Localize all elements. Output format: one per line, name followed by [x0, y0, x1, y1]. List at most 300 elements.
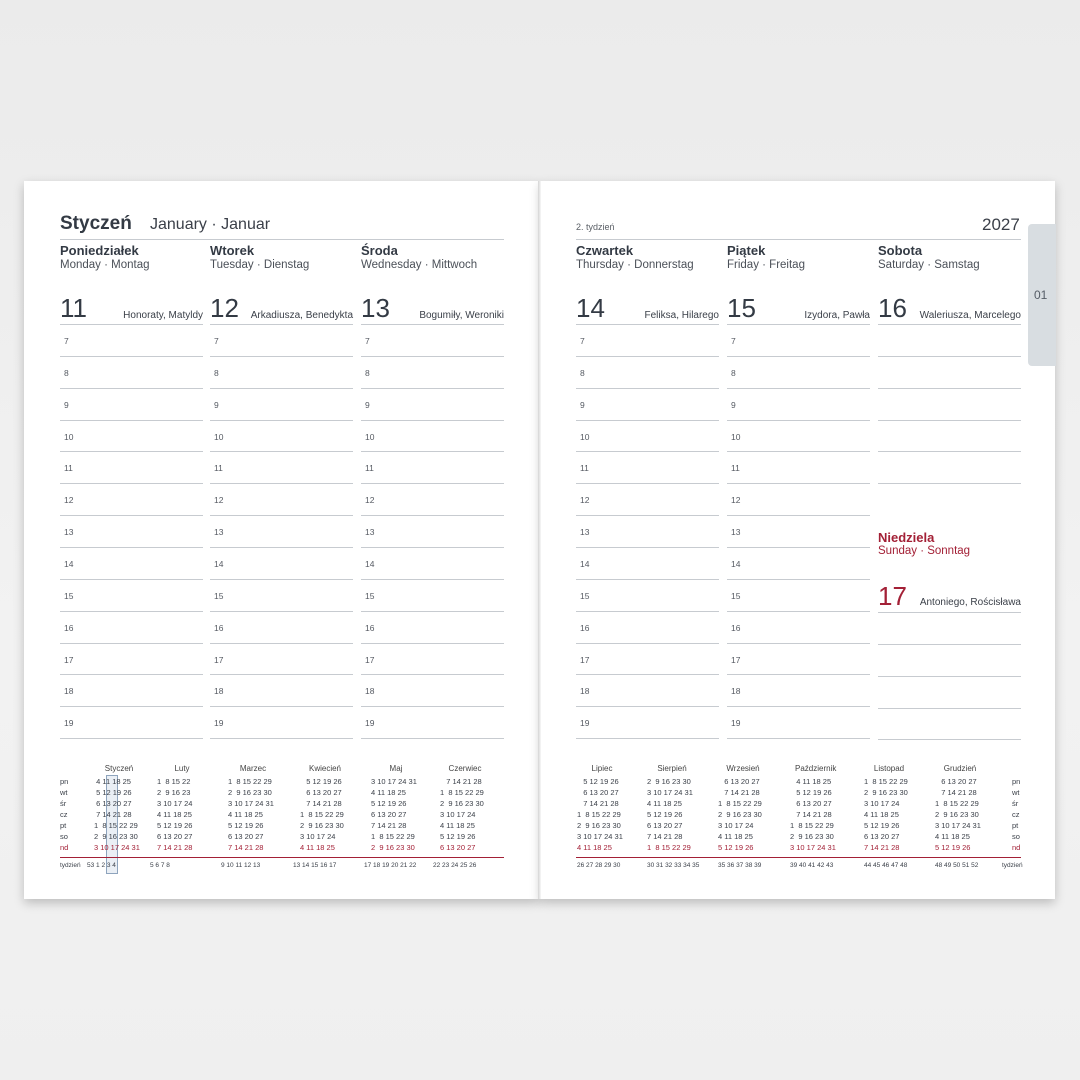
name-day: Arkadiusza, Benedykta — [250, 310, 353, 321]
mini-month-row: 3 10 17 24 — [718, 821, 754, 830]
hour-label: 19 — [580, 718, 590, 728]
mini-month-row: 2 9 16 23 30 — [440, 799, 484, 808]
slot-line — [878, 644, 1021, 645]
slot-line — [576, 738, 719, 739]
slot-line — [361, 451, 504, 452]
mini-month-name: Sierpień — [657, 764, 687, 773]
slot-line — [878, 483, 1021, 484]
hour-label: 10 — [365, 432, 375, 442]
mini-month-row: 3 10 17 24 31 — [228, 799, 274, 808]
hour-label: 9 — [214, 400, 219, 410]
mini-month-row: 4 11 18 25 — [371, 788, 406, 797]
month-title: Styczeń — [60, 213, 132, 234]
slot-line — [576, 356, 719, 357]
mini-month-row: 4 11 18 25 — [864, 810, 899, 819]
slot-line — [361, 547, 504, 548]
name-day: Antoniego, Rościsława — [919, 597, 1021, 608]
mini-month-row: 3 10 17 24 — [300, 832, 336, 841]
mini-month-row: 3 10 17 24 31 — [647, 788, 693, 797]
mini-month-row: 2 9 16 23 30 — [371, 843, 415, 852]
hour-label: 11 — [64, 463, 73, 473]
mini-month-row: 7 14 21 28 — [371, 821, 407, 830]
day-name: Sobota — [878, 243, 923, 258]
date-rule — [361, 324, 504, 325]
mini-month-row: 2 9 16 23 30 — [864, 788, 908, 797]
slot-line — [210, 674, 353, 675]
hour-label: 9 — [731, 400, 736, 410]
slot-line — [361, 356, 504, 357]
mini-month-row: 5 12 19 26 — [935, 843, 971, 852]
mini-month-row: 1 8 15 22 29 — [440, 788, 484, 797]
date-rule — [60, 324, 203, 325]
day-translation: Sunday · Sonntag — [878, 545, 971, 557]
day-number: 14 — [576, 293, 605, 323]
hour-label: 13 — [64, 527, 74, 537]
mini-month-row: 4 11 18 25 — [935, 832, 970, 841]
mini-month-row: 2 9 16 23 30 — [718, 810, 762, 819]
slot-line — [727, 483, 870, 484]
mini-month-row: 5 12 19 26 — [790, 788, 832, 797]
hour-label: 12 — [365, 495, 375, 505]
slot-line — [60, 738, 203, 739]
mini-month-row: 6 13 20 27 — [371, 810, 407, 819]
hour-label: 8 — [64, 368, 69, 378]
slot-line — [60, 420, 203, 421]
slot-line — [576, 388, 719, 389]
mini-month-row: 4 11 18 25 — [300, 843, 335, 852]
mini-month-row: 4 11 18 25 — [718, 832, 753, 841]
slot-line — [60, 356, 203, 357]
slot-line — [60, 706, 203, 707]
weekday-label-right: pn — [1012, 777, 1021, 786]
hour-label: 7 — [580, 336, 585, 346]
mini-month-name: Grudzień — [943, 764, 977, 773]
date-rule — [878, 324, 1021, 325]
week-number: 2. tydzień — [576, 222, 615, 232]
hour-label: 13 — [731, 527, 741, 537]
day-name: Środa — [361, 243, 398, 258]
mini-month-row: 4 11 18 25 — [647, 799, 682, 808]
mini-month-row: 1 8 15 22 29 — [371, 832, 415, 841]
hour-label: 18 — [731, 686, 741, 696]
slot-line — [878, 708, 1021, 709]
slot-line — [878, 388, 1021, 389]
mini-month-row: 3 10 17 24 — [440, 810, 476, 819]
mini-month-row: 5 12 19 26 — [157, 821, 193, 830]
hour-label: 9 — [580, 400, 585, 410]
hour-label: 15 — [580, 591, 590, 601]
day-number: 11 — [60, 293, 87, 323]
slot-line — [727, 356, 870, 357]
mini-month-name: Luty — [174, 764, 190, 773]
mini-month-row: 4 11 18 25 — [157, 810, 192, 819]
slot-line — [727, 738, 870, 739]
slot-line — [727, 420, 870, 421]
header-rule-right — [576, 239, 1021, 240]
mini-month-row: 4 11 18 25 — [440, 821, 475, 830]
hour-label: 8 — [580, 368, 585, 378]
slot-line — [210, 483, 353, 484]
weekday-label-left: pn — [60, 777, 69, 786]
day-name: Poniedziałek — [60, 243, 139, 258]
slot-line — [60, 547, 203, 548]
name-day: Feliksa, Hilarego — [644, 310, 719, 321]
week-numbers: 48 49 50 51 52 — [935, 862, 979, 869]
mini-month-row: 5 12 19 26 — [371, 799, 407, 808]
mini-month-row: 5 12 19 26 — [864, 821, 900, 830]
mini-month-row: 1 8 15 22 29 — [577, 810, 621, 819]
mini-month-row: 6 13 20 27 — [440, 843, 476, 852]
week-numbers: 9 10 11 12 13 — [221, 862, 261, 869]
hour-label: 17 — [731, 655, 741, 665]
mini-month-row: 5 12 19 26 — [94, 788, 132, 797]
slot-line — [210, 611, 353, 612]
hour-label: 10 — [731, 432, 741, 442]
hour-label: 7 — [731, 336, 736, 346]
mini-month-row: 7 14 21 28 — [647, 832, 683, 841]
mini-month-row: 6 13 20 27 — [790, 799, 832, 808]
weekday-label-left: śr — [60, 799, 67, 808]
name-day: Izydora, Pawła — [804, 310, 870, 321]
hour-label: 18 — [580, 686, 590, 696]
mini-month-row: 1 8 15 22 29 — [718, 799, 762, 808]
mini-month-name: Kwiecień — [308, 764, 341, 773]
hour-label: 15 — [64, 591, 74, 601]
hour-label: 10 — [580, 432, 590, 442]
weekday-label-right: pt — [1012, 821, 1019, 830]
weekday-label-left: pt — [60, 821, 67, 830]
slot-line — [361, 420, 504, 421]
hour-label: 17 — [64, 655, 74, 665]
mini-month-row: 6 13 20 27 — [864, 832, 900, 841]
slot-line — [210, 643, 353, 644]
hour-label: 7 — [214, 336, 219, 346]
hour-label: 19 — [731, 718, 741, 728]
slot-line — [576, 706, 719, 707]
mini-month-row: 1 8 15 22 29 — [647, 843, 691, 852]
hour-label: 16 — [580, 623, 590, 633]
weekday-label-right: śr — [1012, 799, 1019, 808]
mini-month-row: 2 9 16 23 — [157, 788, 191, 797]
mini-month-row: 7 14 21 28 — [157, 843, 193, 852]
mini-month-row: 3 10 17 24 31 — [577, 832, 623, 841]
day-translation: Saturday · Samstag — [878, 259, 980, 271]
mini-month-row: 2 9 16 23 30 — [790, 832, 834, 841]
week-numbers: 26 27 28 29 30 — [577, 862, 621, 869]
hour-label: 19 — [64, 718, 74, 728]
year: 2027 — [982, 215, 1020, 234]
mini-month-row: 2 9 16 23 30 — [94, 832, 138, 841]
mini-calendar-rule — [60, 857, 504, 858]
day-name: Wtorek — [210, 243, 255, 258]
slot-line — [878, 612, 1021, 613]
mini-month-row: 6 13 20 27 — [718, 777, 760, 786]
day-number: 17 — [878, 581, 907, 611]
mini-month-row: 6 13 20 27 — [935, 777, 977, 786]
mini-month-row: 1 8 15 22 29 — [935, 799, 979, 808]
mini-month-row: 1 8 15 22 29 — [228, 777, 272, 786]
mini-month-row: 3 10 17 24 — [157, 799, 193, 808]
slot-line — [60, 515, 203, 516]
slot-line — [727, 547, 870, 548]
mini-month-row: 5 12 19 26 — [577, 777, 619, 786]
day-translation: Thursday · Donnerstag — [576, 259, 694, 271]
hour-label: 14 — [365, 559, 375, 569]
slot-line — [576, 611, 719, 612]
mini-month-row: 5 12 19 26 — [440, 832, 476, 841]
mini-month-row: 7 14 21 28 — [300, 799, 342, 808]
mini-month-name: Lipiec — [591, 764, 613, 773]
slot-line — [361, 674, 504, 675]
date-rule — [576, 324, 719, 325]
mini-month-row: 3 10 17 24 31 — [94, 843, 140, 852]
slot-line — [210, 420, 353, 421]
week-numbers: 44 45 46 47 48 — [864, 862, 908, 869]
hour-label: 17 — [580, 655, 590, 665]
mini-month-name: Czerwiec — [448, 764, 482, 773]
hour-label: 14 — [580, 559, 590, 569]
weekday-label-right: so — [1012, 832, 1020, 841]
hour-label: 13 — [365, 527, 375, 537]
mini-month-row: 7 14 21 28 — [577, 799, 619, 808]
mini-month-row: 1 8 15 22 29 — [94, 821, 138, 830]
name-day: Bogumiły, Weroniki — [419, 310, 504, 321]
day-translation: Tuesday · Dienstag — [210, 259, 310, 271]
slot-line — [878, 356, 1021, 357]
slot-line — [576, 483, 719, 484]
day-name: Niedziela — [878, 530, 935, 545]
slot-line — [727, 706, 870, 707]
mini-month-row: 3 10 17 24 31 — [790, 843, 836, 852]
mini-month-name: Listopad — [873, 764, 905, 773]
mini-month-row: 4 11 18 25 — [790, 777, 832, 786]
mini-month-name: Wrzesień — [726, 764, 760, 773]
hour-label: 7 — [64, 336, 69, 346]
week-numbers: 35 36 37 38 39 — [718, 862, 762, 869]
hour-label: 16 — [365, 623, 375, 633]
mini-month-row: 3 10 17 24 31 — [935, 821, 981, 830]
day-translation: Friday · Freitag — [727, 259, 805, 271]
hour-label: 11 — [731, 463, 740, 473]
hour-label: 13 — [214, 527, 224, 537]
hour-label: 17 — [365, 655, 375, 665]
week-numbers: 39 40 41 42 43 — [790, 862, 834, 869]
mini-month-row: 2 9 16 23 30 — [577, 821, 621, 830]
mini-month-row: 6 13 20 27 — [647, 821, 683, 830]
mini-month-row: 7 14 21 28 — [228, 843, 264, 852]
slot-line — [361, 643, 504, 644]
slot-line — [576, 674, 719, 675]
hour-label: 10 — [64, 432, 74, 442]
slot-line — [727, 643, 870, 644]
week-numbers: 17 18 19 20 21 22 — [364, 862, 417, 869]
hour-label: 14 — [731, 559, 741, 569]
hour-label: 11 — [580, 463, 589, 473]
hour-label: 12 — [64, 495, 74, 505]
mini-month-name: Październik — [795, 764, 837, 773]
hour-label: 15 — [365, 591, 375, 601]
hour-label: 17 — [214, 655, 224, 665]
mini-month-row: 6 13 20 27 — [228, 832, 264, 841]
hour-label: 18 — [64, 686, 74, 696]
hour-label: 14 — [64, 559, 74, 569]
mini-month-row: 7 14 21 28 — [440, 777, 482, 786]
hour-label: 12 — [731, 495, 741, 505]
day-name: Piątek — [727, 243, 766, 258]
slot-line — [60, 388, 203, 389]
hour-label: 16 — [64, 623, 74, 633]
slot-line — [878, 739, 1021, 740]
mini-month-row: 6 13 20 27 — [157, 832, 193, 841]
slot-line — [576, 643, 719, 644]
slot-line — [210, 738, 353, 739]
slot-line — [576, 420, 719, 421]
weekday-label-left: nd — [60, 843, 69, 852]
slot-line — [60, 483, 203, 484]
slot-line — [60, 579, 203, 580]
day-translation: Wednesday · Mittwoch — [361, 259, 478, 271]
mini-month-row: 2 9 16 23 30 — [647, 777, 691, 786]
day-number: 12 — [210, 293, 239, 323]
mini-month-row: 4 11 18 25 — [94, 777, 131, 786]
mini-month-row: 7 14 21 28 — [935, 788, 977, 797]
day-number: 16 — [878, 293, 907, 323]
hour-label: 13 — [580, 527, 590, 537]
name-day: Waleriusza, Marcelego — [919, 310, 1021, 321]
week-numbers: 5 6 7 8 — [150, 862, 170, 869]
slot-line — [361, 579, 504, 580]
hour-label: 18 — [365, 686, 375, 696]
slot-line — [361, 515, 504, 516]
weekday-label-left: wt — [60, 788, 68, 797]
mini-month-row: 1 8 15 22 29 — [300, 810, 344, 819]
mini-month-row: 7 14 21 28 — [790, 810, 832, 819]
slot-line — [878, 451, 1021, 452]
mini-month-row: 1 8 15 22 29 — [864, 777, 908, 786]
mini-month-name: Styczeń — [104, 764, 134, 773]
slot-line — [727, 388, 870, 389]
slot-line — [576, 451, 719, 452]
week-label-left: tydzień — [60, 862, 81, 869]
hour-label: 8 — [365, 368, 370, 378]
hour-label: 10 — [214, 432, 224, 442]
slot-line — [60, 611, 203, 612]
hour-label: 19 — [365, 718, 375, 728]
slot-line — [60, 451, 203, 452]
hour-label: 8 — [731, 368, 736, 378]
mini-month-row: 7 14 21 28 — [864, 843, 900, 852]
mini-month-row: 4 11 18 25 — [577, 843, 612, 852]
slot-line — [210, 706, 353, 707]
weekday-label-left: so — [60, 832, 68, 841]
slot-line — [210, 579, 353, 580]
day-number: 15 — [727, 293, 756, 323]
slot-line — [210, 515, 353, 516]
day-translation: Monday · Montag — [60, 259, 150, 271]
slot-line — [727, 611, 870, 612]
week-numbers: 13 14 15 16 17 — [293, 862, 337, 869]
mini-month-row: 1 8 15 22 — [157, 777, 191, 786]
slot-line — [361, 738, 504, 739]
month-index-label: 01 — [1034, 288, 1048, 302]
week-numbers: 53 1 2 3 4 — [87, 862, 116, 869]
slot-line — [576, 515, 719, 516]
mini-month-row: 4 11 18 25 — [228, 810, 263, 819]
mini-month-row: 3 10 17 24 31 — [371, 777, 417, 786]
binding-gutter — [538, 181, 541, 899]
mini-month-row: 1 8 15 22 29 — [790, 821, 834, 830]
mini-month-row: 7 14 21 28 — [718, 788, 760, 797]
day-name: Czwartek — [576, 243, 634, 258]
date-rule — [727, 324, 870, 325]
mini-month-row: 5 12 19 26 — [718, 843, 754, 852]
mini-month-name: Maj — [389, 764, 403, 773]
weekday-label-left: cz — [60, 810, 68, 819]
slot-line — [210, 388, 353, 389]
slot-line — [727, 674, 870, 675]
mini-month-row: 2 9 16 23 30 — [935, 810, 979, 819]
hour-label: 9 — [64, 400, 69, 410]
hour-label: 14 — [214, 559, 224, 569]
hour-label: 9 — [365, 400, 370, 410]
mini-month-row: 7 14 21 28 — [94, 810, 132, 819]
weekday-label-right: cz — [1012, 810, 1020, 819]
slot-line — [727, 579, 870, 580]
slot-line — [60, 674, 203, 675]
slot-line — [210, 356, 353, 357]
mini-month-row: 6 13 20 27 — [300, 788, 342, 797]
slot-line — [576, 547, 719, 548]
mini-calendar-rule — [576, 857, 1021, 858]
slot-line — [727, 515, 870, 516]
day-number: 13 — [361, 293, 390, 323]
slot-line — [60, 643, 203, 644]
hour-label: 11 — [365, 463, 374, 473]
mini-month-row: 5 12 19 26 — [228, 821, 264, 830]
slot-line — [727, 451, 870, 452]
slot-line — [361, 611, 504, 612]
slot-line — [878, 676, 1021, 677]
hour-label: 7 — [365, 336, 370, 346]
mini-month-row: 2 9 16 23 30 — [300, 821, 344, 830]
slot-line — [361, 388, 504, 389]
slot-line — [361, 706, 504, 707]
hour-label: 12 — [214, 495, 224, 505]
mini-month-name: Marzec — [239, 764, 267, 773]
slot-line — [361, 483, 504, 484]
mini-month-row: 2 9 16 23 30 — [228, 788, 272, 797]
week-numbers: 30 31 32 33 34 35 — [647, 862, 700, 869]
mini-month-row: 3 10 17 24 — [864, 799, 900, 808]
slot-line — [576, 579, 719, 580]
hour-label: 15 — [214, 591, 224, 601]
hour-label: 12 — [580, 495, 590, 505]
week-numbers: 22 23 24 25 26 — [433, 862, 477, 869]
hour-label: 18 — [214, 686, 224, 696]
hour-label: 15 — [731, 591, 741, 601]
name-day: Honoraty, Matyldy — [123, 310, 203, 321]
weekday-label-right: nd — [1012, 843, 1021, 852]
date-rule — [210, 324, 353, 325]
mini-month-row: 5 12 19 26 — [300, 777, 342, 786]
slot-line — [210, 547, 353, 548]
hour-label: 19 — [214, 718, 224, 728]
hour-label: 16 — [731, 623, 741, 633]
slot-line — [878, 420, 1021, 421]
mini-month-row: 6 13 20 27 — [577, 788, 619, 797]
month-translations: January · Januar — [150, 216, 271, 233]
hour-label: 16 — [214, 623, 224, 633]
